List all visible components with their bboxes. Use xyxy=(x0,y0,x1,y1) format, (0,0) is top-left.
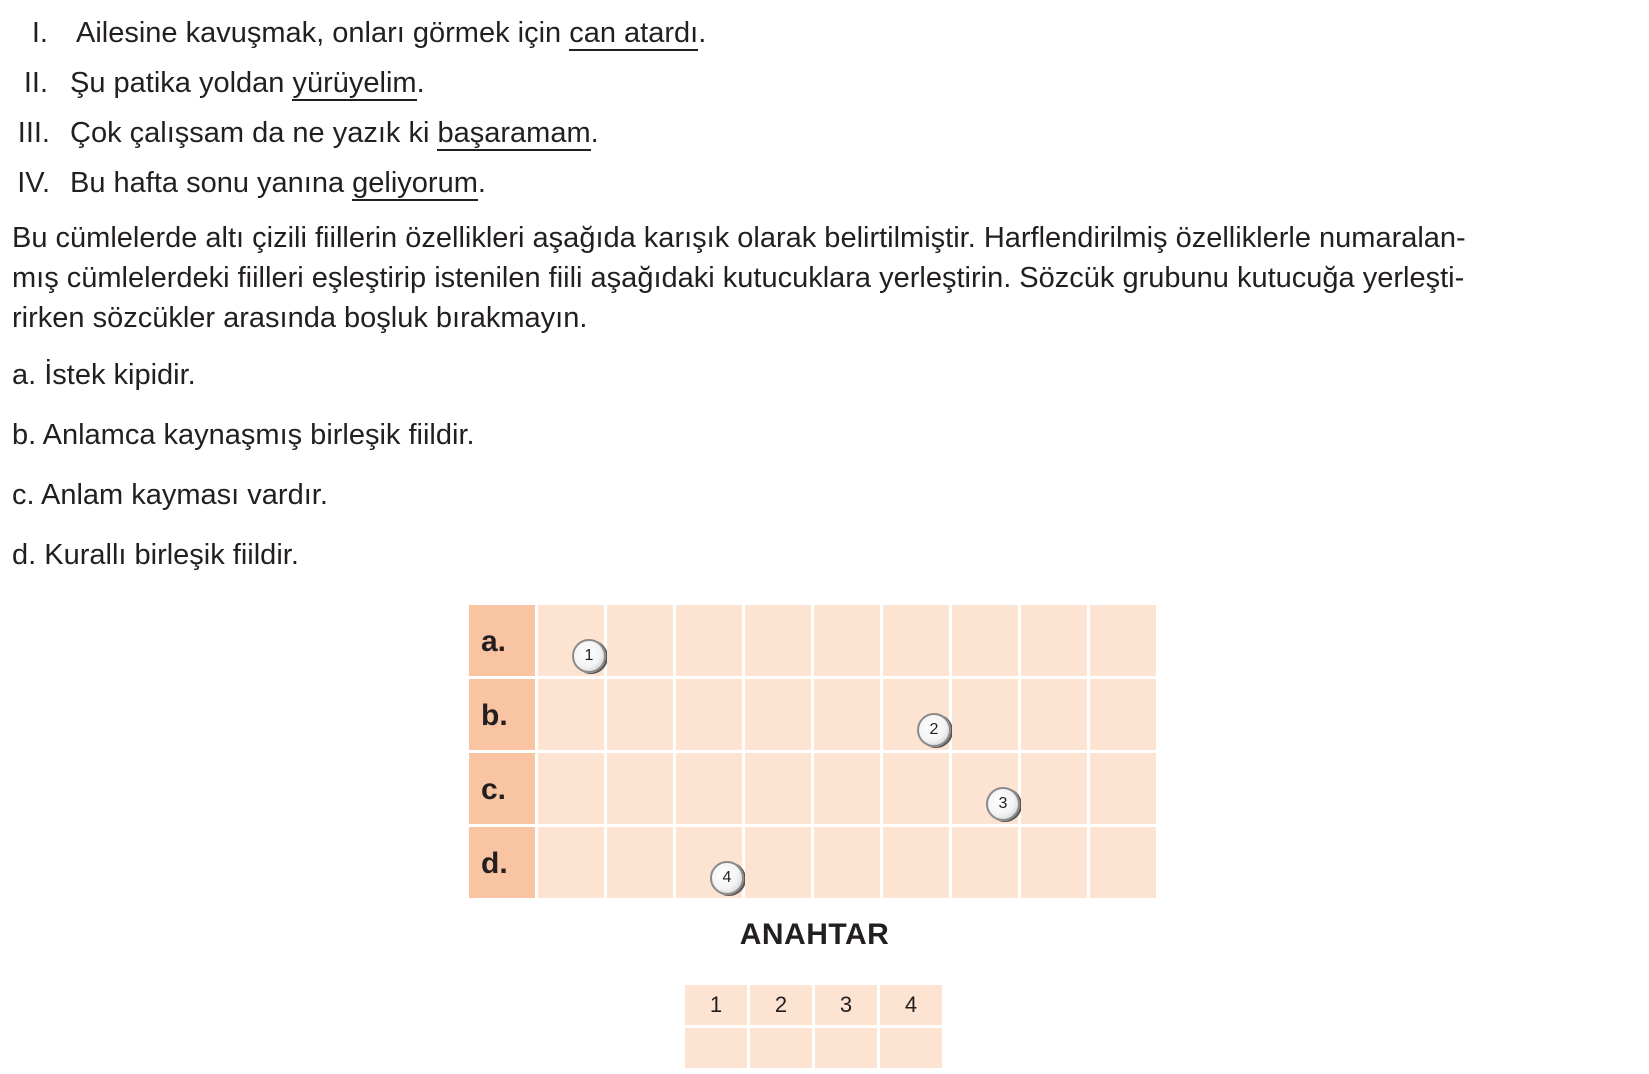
grid-cell[interactable] xyxy=(1090,605,1156,676)
key-answer-cell[interactable] xyxy=(880,1028,942,1068)
grid-cell[interactable] xyxy=(676,753,742,824)
grid-row xyxy=(469,605,1156,676)
grid-cell[interactable] xyxy=(1090,753,1156,824)
grid-cell[interactable] xyxy=(745,679,811,750)
sentence-text: Şu patika yoldan xyxy=(70,67,293,99)
sentence-text: Bu hafta sonu yanına xyxy=(70,167,353,199)
underlined-verb: yürüyelim xyxy=(292,67,417,99)
instruction-paragraph xyxy=(12,218,1632,338)
sentence-end: . xyxy=(590,117,599,149)
underlined-verb: can atardı xyxy=(569,17,699,49)
grid-cell[interactable] xyxy=(814,827,880,898)
grid-row-label xyxy=(469,605,535,676)
key-position-marker: 2 xyxy=(917,713,951,747)
sentence-number: III. xyxy=(17,117,50,149)
answer-key xyxy=(682,982,945,1071)
key-answer-cell[interactable] xyxy=(750,1028,812,1068)
grid-cell[interactable] xyxy=(883,679,949,750)
sentence-number: II. xyxy=(23,67,48,99)
grid-cell[interactable] xyxy=(883,753,949,824)
key-header-4: 4 xyxy=(880,985,942,1025)
grid-cell[interactable] xyxy=(883,827,949,898)
grid-cell[interactable] xyxy=(745,753,811,824)
grid-cell[interactable] xyxy=(676,827,742,898)
grid-cell[interactable] xyxy=(607,827,673,898)
grid-cell[interactable] xyxy=(1021,827,1087,898)
grid-cell[interactable] xyxy=(883,605,949,676)
grid-cell[interactable] xyxy=(1090,679,1156,750)
instruction-line: Bu cümlelerde altı çizili fiillerin özellikleri aşağıda karışık olarak belirtilmiştir. Harflendirilmiş özelliklerle numaralan- xyxy=(12,222,1466,254)
key-answer-cell[interactable] xyxy=(685,1028,747,1068)
sentence-end: . xyxy=(698,17,707,49)
sentence-number: IV. xyxy=(17,167,50,199)
sentence-end: . xyxy=(477,167,486,199)
underlined-verb: başaramam xyxy=(437,117,591,149)
grid-cell[interactable] xyxy=(952,605,1018,676)
grid-cell[interactable] xyxy=(607,679,673,750)
grid-row-label xyxy=(469,827,535,898)
grid-cell[interactable] xyxy=(814,605,880,676)
key-header-3: 3 xyxy=(815,985,877,1025)
row-letter: b. xyxy=(481,699,508,732)
grid-cell[interactable] xyxy=(676,605,742,676)
grid-row-label xyxy=(469,753,535,824)
answer-grid xyxy=(466,602,1159,901)
grid-cell[interactable] xyxy=(1090,827,1156,898)
grid-cell[interactable] xyxy=(538,679,604,750)
grid-row xyxy=(469,753,1156,824)
key-answer-cell[interactable] xyxy=(815,1028,877,1068)
row-letter: c. xyxy=(481,773,507,806)
grid-row-label xyxy=(469,679,535,750)
key-header-1: 1 xyxy=(685,985,747,1025)
option-c: c. Anlam kayması vardır. xyxy=(12,479,328,511)
grid-cell[interactable] xyxy=(1021,753,1087,824)
grid-row xyxy=(469,679,1156,750)
sentence-end: . xyxy=(416,67,425,99)
grid-cell[interactable] xyxy=(952,827,1018,898)
key-position-marker: 4 xyxy=(710,861,744,895)
underlined-verb: geliyorum xyxy=(352,167,478,199)
key-position-marker: 3 xyxy=(986,787,1020,821)
grid-cell[interactable] xyxy=(607,753,673,824)
grid-cell[interactable] xyxy=(538,605,604,676)
key-position-marker: 1 xyxy=(572,639,606,673)
grid-cell[interactable] xyxy=(538,827,604,898)
key-header-2: 2 xyxy=(750,985,812,1025)
option-b: b. Anlamca kaynaşmış birleşik fiildir. xyxy=(12,419,475,451)
key-title: ANAHTAR xyxy=(739,918,890,951)
grid-cell[interactable] xyxy=(952,679,1018,750)
option-d: d. Kurallı birleşik fiildir. xyxy=(12,539,299,571)
grid-cell[interactable] xyxy=(952,753,1018,824)
row-letter: a. xyxy=(481,625,507,658)
instruction-line: mış cümlelerdeki fiilleri eşleştirip istenilen fiili aşağıdaki kutucuklara yerleştirin. Sözcük grubunu kutucuğa yerleşti- xyxy=(12,262,1465,294)
grid-cell[interactable] xyxy=(1021,605,1087,676)
grid-cell[interactable] xyxy=(814,679,880,750)
grid-cell[interactable] xyxy=(538,753,604,824)
grid-cell[interactable] xyxy=(814,753,880,824)
grid-row xyxy=(469,827,1156,898)
grid-cell[interactable] xyxy=(745,827,811,898)
instruction-line: rirken sözcükler arasında boşluk bırakmayın. xyxy=(12,302,588,334)
sentence-text: Ailesine kavuşmak, onları görmek için xyxy=(76,17,570,49)
grid-cell[interactable] xyxy=(607,605,673,676)
grid-cell[interactable] xyxy=(676,679,742,750)
grid-cell[interactable] xyxy=(1021,679,1087,750)
sentence-number: I. xyxy=(31,17,48,49)
option-a: a. İstek kipidir. xyxy=(12,359,196,391)
grid-cell[interactable] xyxy=(745,605,811,676)
row-letter: d. xyxy=(481,847,508,880)
sentence-text: Çok çalışsam da ne yazık ki xyxy=(70,117,438,149)
